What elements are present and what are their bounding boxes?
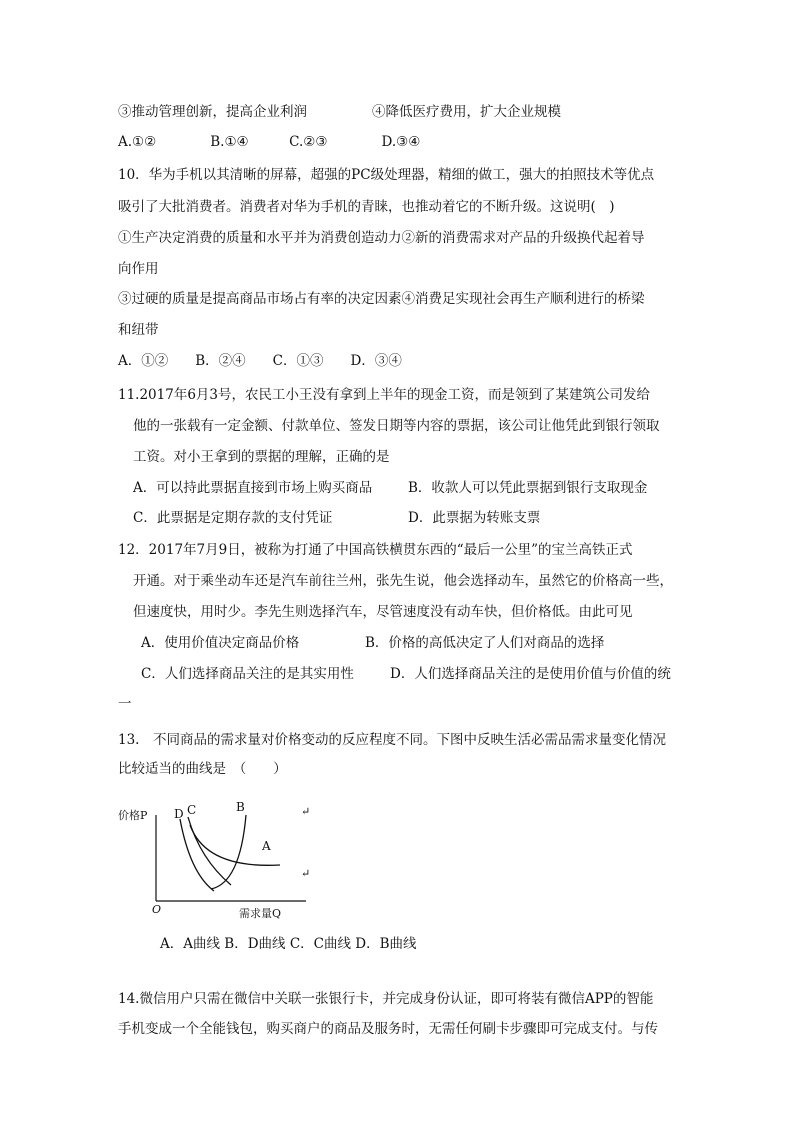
q13-answers: A．A曲线 B．D曲线 C．C曲线 D．B曲线 (160, 936, 417, 952)
curve-b (211, 815, 246, 889)
q10-line-1: 10．华为手机以其清晰的屏幕，超强的PC级处理器，精细的做工，强大的拍照技术等优点 (118, 167, 655, 183)
q10-line-2: 吸引了大批消费者。消费者对华为手机的青睐，也推动着它的不断升级。这说明( ) (118, 199, 615, 215)
origin-label: O (152, 903, 162, 916)
curve-label-d: D (174, 807, 184, 821)
q11-option-d: D．此票据为转账支票 (408, 510, 541, 526)
q13-line-1: 13. 不同商品的需求量对价格变动的反应程度不同。下图中反映生活必需品需求量变化情况 (118, 732, 666, 748)
q10-line-6: 和纽带 (118, 322, 159, 338)
q12-option-a: A．使用价值决定商品价格 (141, 635, 300, 651)
q12-line-1: 12．2017年7月9日，被称为打通了中国高铁横贯东西的“最后一公里”的宝兰高铁正式 (118, 542, 633, 558)
q11-line-2: 他的一张载有一定金额、付款单位、签发日期等内容的票据，该公司让他凭此到银行领取 (133, 418, 660, 434)
q13-line-2: 比较适当的曲线是 （ ） (118, 761, 287, 777)
q10-line-4: 向作用 (118, 261, 159, 277)
return-mark: ↵ (301, 867, 311, 880)
curve-label-a: A (262, 839, 271, 853)
q10-answers: A．①② B．②④ C．①③ D．③④ (118, 353, 402, 369)
x-axis-label: 需求量Q (239, 907, 282, 919)
q11-line-1: 11.2017年6月3号，农民工小王没有拿到上半年的现金工资，而是领到了某建筑公司发给 (118, 387, 651, 403)
curve-label-c: C (187, 803, 197, 817)
q12-option-b: B．价格的高低决定了人们对商品的选择 (365, 635, 605, 651)
q12-line-3: 但速度快，用时少。李先生则选择汽车，尽管速度没有动车快，但价格低。由此可见 (133, 604, 633, 620)
q14-line-1: 14.微信用户只需在微信中关联一张银行卡，并完成身份认证，即可将装有微信APP的智能 (118, 991, 654, 1007)
q12-option-d: D．人们选择商品关注的是使用价值与价值的统 (390, 666, 671, 682)
return-mark: ↵ (301, 805, 311, 818)
q11-option-b: B．收款人可以凭此票据到银行支取现金 (408, 480, 648, 496)
q9-option-4: ④降低医疗费用，扩大企业规模 (372, 104, 561, 120)
q11-option-c: C．此票据是定期存款的支付凭证 (133, 510, 333, 526)
q14-line-2: 手机变成一个全能钱包，购买商户的商品及服务时，无需任何刷卡步骤即可完成支付。与传 (118, 1021, 658, 1037)
demand-curve-chart (118, 797, 318, 919)
q9-answers: A.①② B.①④ C.②③ D.③④ (118, 134, 421, 150)
q9-option-3: ③推动管理创新，提高企业利润 (118, 104, 307, 120)
y-axis-label: 价格P (118, 809, 148, 822)
q10-line-3: ①生产决定消费的质量和水平并为消费创造动力②新的消费需求对产品的升级换代起着导 (118, 230, 645, 246)
q12-option-c: C．人们选择商品关注的是其实用性 (141, 666, 354, 682)
q11-line-3: 工资。对小王拿到的票据的理解，正确的是 (133, 449, 390, 465)
q10-line-5: ③过硬的质量是提高商品市场占有率的决定因素④消费足实现社会再生产顺利进行的桥梁 (118, 291, 645, 307)
q12-line-2: 开通。对于乘坐动车还是汽车前往兰州，张先生说，他会选择动车，虽然它的价格高一些， (133, 573, 673, 589)
curve-d (180, 819, 214, 891)
curve-label-b: B (236, 800, 245, 814)
q11-option-a: A．可以持此票据直接到市场上购买商品 (133, 480, 373, 496)
q12-line-tail: 一 (118, 696, 132, 712)
